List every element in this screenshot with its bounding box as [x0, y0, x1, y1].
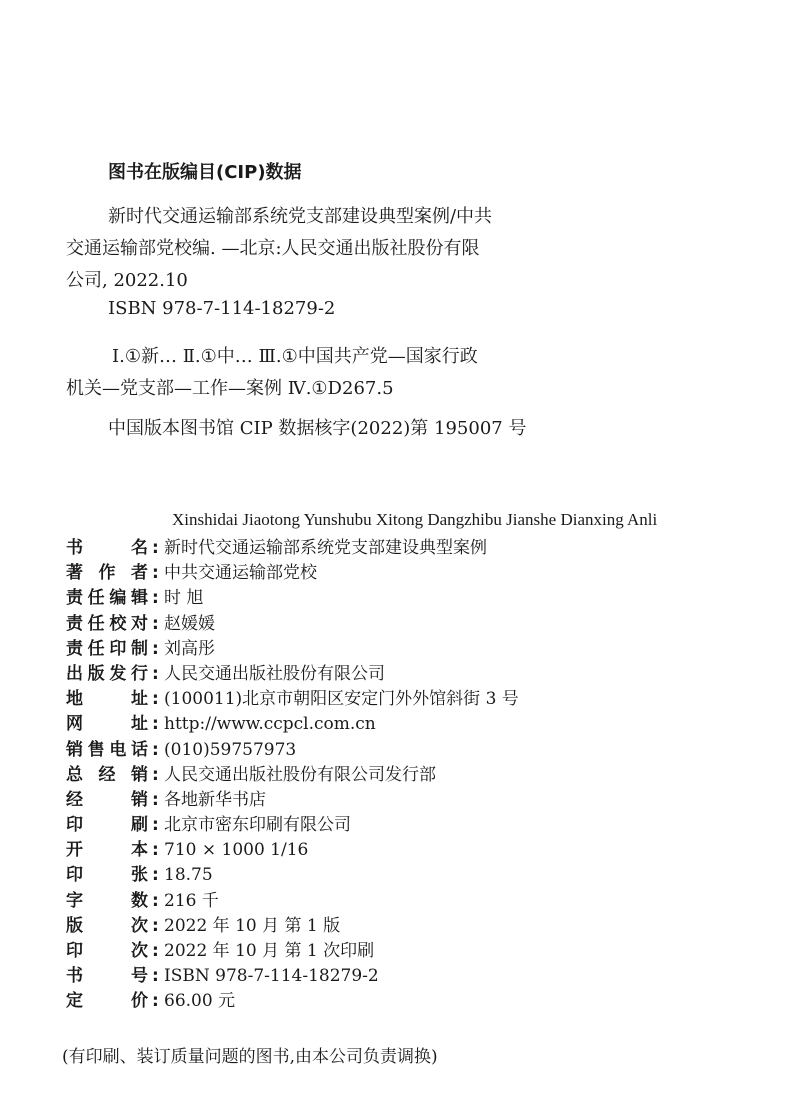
colophon-value: (100011)北京市朝阳区安定门外外馆斜街 3 号	[164, 689, 519, 710]
colophon-row	[66, 536, 519, 561]
label-char: 印	[66, 865, 83, 886]
label-char: 印	[66, 815, 83, 836]
colophon-row	[66, 662, 519, 687]
label-char: 次	[131, 941, 148, 961]
label-char: 刷	[131, 815, 148, 836]
label-colon: :	[152, 865, 159, 886]
colophon-value: 66.00 元	[164, 991, 236, 1012]
colophon-row	[66, 889, 519, 914]
label-colon: :	[152, 714, 159, 735]
label-char: 书	[66, 538, 83, 558]
colophon-value: 2022 年 10 月 第 1 次印刷	[164, 941, 375, 961]
colophon-row	[66, 939, 519, 964]
cip-isbn: ISBN 978-7-114-18279-2	[108, 298, 336, 319]
colophon-label	[66, 662, 162, 687]
colophon-row	[66, 863, 519, 888]
colophon-value: 18.75	[164, 865, 213, 886]
colophon-label	[66, 561, 162, 586]
label-char: 字	[66, 890, 83, 911]
label-colon: :	[152, 739, 159, 760]
label-char: 销	[131, 789, 148, 810]
colophon-label	[66, 612, 162, 637]
label-char: 发	[109, 663, 127, 684]
label-char: 责	[66, 588, 83, 609]
label-char: 号	[131, 966, 148, 987]
label-colon: :	[152, 815, 159, 836]
cip-classification: 机关—党支部—工作—案例 Ⅳ.①D267.5	[66, 378, 394, 399]
colophon-row	[66, 561, 519, 586]
colophon-label	[66, 738, 162, 763]
label-char: 价	[131, 991, 148, 1012]
label-char: 址	[131, 689, 148, 710]
label-colon: :	[152, 689, 159, 710]
label-colon: :	[152, 966, 159, 987]
colophon-list	[66, 536, 519, 1015]
label-char: 责	[66, 638, 83, 659]
colophon-label	[66, 788, 162, 813]
label-char: 销	[66, 739, 83, 760]
label-colon: :	[152, 915, 159, 936]
label-colon: :	[152, 638, 159, 659]
quality-note: (有印刷、装订质量问题的图书,由本公司负责调换)	[62, 1047, 438, 1067]
colophon-label	[66, 989, 162, 1014]
label-colon: :	[152, 840, 159, 861]
label-char: 销	[131, 764, 148, 785]
cip-line: 交通运输部党校编. —北京:人民交通出版社股份有限	[66, 238, 480, 259]
label-char: 出	[66, 663, 83, 684]
label-char: 辑	[130, 588, 148, 609]
colophon-value: 2022 年 10 月 第 1 版	[164, 915, 341, 936]
colophon-value: http://www.ccpcl.com.cn	[164, 714, 376, 735]
colophon-row	[66, 813, 519, 838]
cip-title: 图书在版编目(CIP)数据	[108, 162, 302, 183]
label-char: 校	[109, 613, 127, 634]
colophon-value: 人民交通出版社股份有限公司发行部	[164, 764, 436, 785]
colophon-row	[66, 763, 519, 788]
label-colon: :	[152, 613, 159, 634]
colophon-label	[66, 536, 162, 561]
colophon-label	[66, 889, 162, 914]
colophon-row	[66, 964, 519, 989]
label-char: 编	[109, 588, 127, 609]
label-char: 经	[66, 789, 83, 810]
colophon-value: 北京市密东印刷有限公司	[164, 815, 351, 836]
label-char: 本	[131, 840, 148, 861]
colophon-row	[66, 788, 519, 813]
pinyin-title: Xinshidai Jiaotong Yunshubu Xitong Dangzhibu Jianshe Dianxing Anli	[172, 510, 658, 529]
label-char: 制	[130, 638, 148, 659]
label-colon: :	[152, 538, 159, 558]
colophon-value: ISBN 978-7-114-18279-2	[164, 966, 379, 987]
cip-line: 新时代交通运输部系统党支部建设典型案例/中共	[108, 206, 493, 227]
label-char: 作	[98, 563, 116, 584]
label-char: 定	[66, 991, 83, 1012]
colophon-value: 赵媛媛	[164, 613, 215, 634]
label-char: 地	[66, 689, 83, 710]
label-colon: :	[152, 588, 159, 609]
label-char: 任	[87, 588, 105, 609]
colophon-value: 中共交通运输部党校	[164, 563, 317, 584]
label-char: 经	[98, 764, 116, 785]
label-char: 开	[66, 840, 83, 861]
colophon-label	[66, 763, 162, 788]
label-char: 任	[87, 638, 105, 659]
label-char: 任	[87, 613, 105, 634]
label-char: 名	[131, 538, 148, 558]
label-char: 行	[130, 663, 148, 684]
colophon-label	[66, 863, 162, 888]
colophon-row	[66, 612, 519, 637]
cip-line: 公司, 2022.10	[66, 270, 188, 291]
colophon-label	[66, 687, 162, 712]
colophon-row	[66, 989, 519, 1014]
label-char: 责	[66, 613, 83, 634]
colophon-value: (010)59757973	[164, 739, 297, 760]
colophon-value: 人民交通出版社股份有限公司	[164, 663, 385, 684]
label-char: 印	[66, 941, 83, 961]
label-colon: :	[152, 764, 159, 785]
colophon-label	[66, 964, 162, 989]
colophon-row	[66, 637, 519, 662]
colophon-label	[66, 586, 162, 611]
label-char: 网	[66, 714, 83, 735]
colophon-row	[66, 838, 519, 863]
colophon-value: 216 千	[164, 890, 219, 911]
label-colon: :	[152, 563, 159, 584]
label-char: 著	[66, 563, 83, 584]
label-char: 对	[130, 613, 148, 634]
colophon-value: 新时代交通运输部系统党支部建设典型案例	[164, 538, 487, 558]
label-char: 售	[87, 739, 105, 760]
label-char: 版	[66, 915, 83, 936]
label-char: 址	[131, 714, 148, 735]
label-char: 书	[66, 966, 83, 987]
cip-classification: Ⅰ.①新… Ⅱ.①中… Ⅲ.①中国共产党—国家行政	[112, 346, 478, 367]
colophon-row	[66, 914, 519, 939]
colophon-value: 时 旭	[164, 588, 204, 609]
colophon-row	[66, 687, 519, 712]
colophon-label	[66, 838, 162, 863]
label-char: 电	[109, 739, 127, 760]
colophon-label	[66, 939, 162, 964]
colophon-row	[66, 712, 519, 737]
colophon-label	[66, 914, 162, 939]
colophon-value: 各地新华书店	[164, 789, 266, 810]
label-char: 者	[131, 563, 148, 584]
cip-record-number: 中国版本图书馆 CIP 数据核字(2022)第 195007 号	[108, 418, 527, 439]
colophon-value: 710 × 1000 1/16	[164, 840, 309, 861]
label-colon: :	[152, 941, 159, 961]
label-char: 数	[131, 890, 148, 911]
colophon-label	[66, 813, 162, 838]
label-char: 版	[87, 663, 105, 684]
label-char: 话	[130, 739, 148, 760]
colophon-row	[66, 586, 519, 611]
label-colon: :	[152, 890, 159, 911]
colophon-label	[66, 637, 162, 662]
colophon-row	[66, 738, 519, 763]
label-char: 印	[109, 638, 127, 659]
colophon-value: 刘高彤	[164, 638, 215, 659]
label-char: 张	[131, 865, 148, 886]
label-char: 总	[66, 764, 83, 785]
label-colon: :	[152, 789, 159, 810]
label-colon: :	[152, 991, 159, 1012]
colophon-label	[66, 712, 162, 737]
label-char: 次	[131, 915, 148, 936]
label-colon: :	[152, 663, 159, 684]
